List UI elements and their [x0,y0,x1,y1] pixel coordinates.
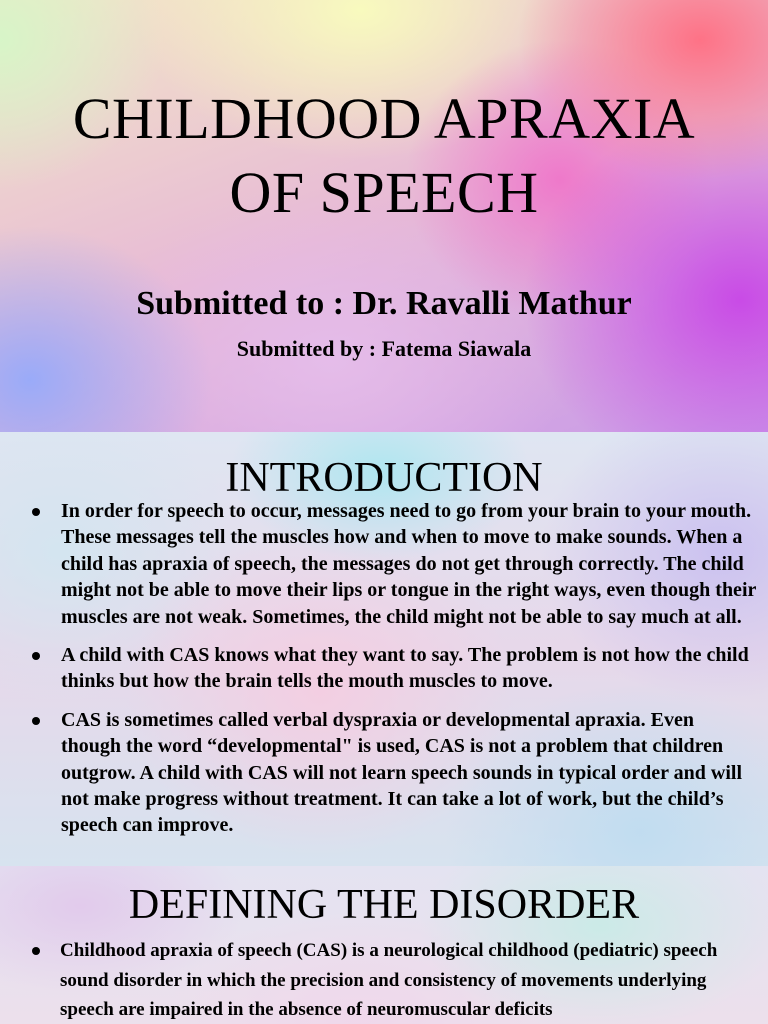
bullet-icon [32,652,40,660]
title-slide [0,0,768,432]
submitted-by: Submitted by : Fatema Siawala [236,336,532,361]
submitted-to: Submitted to : Dr. Ravalli Mathur [136,285,632,322]
bullet-text: A child with CAS knows what they want to say. The problem is not how the child thinks but how the brain tells the mouth muscles to move. [61,644,749,693]
list-item [0,936,768,1024]
defining-bullet-list [0,936,768,1024]
defining-slide [0,866,768,1024]
list-item [0,498,768,630]
bullet-text: Childhood apraxia of speech (CAS) is a neurological childhood (pediatric) speech sound disorder in which the precision and consistency of movements underlying speech are impaired in the absence of neuromuscular deficits [60,940,718,1020]
introduction-heading: INTRODUCTION [225,455,543,501]
bullet-icon [32,947,40,955]
title-line-1: CHILDHOOD APRAXIA [72,86,696,151]
list-item [0,707,768,839]
bullet-icon [32,717,40,725]
title-line-2: OF SPEECH [229,160,539,225]
bullet-icon [32,508,40,516]
bullet-text: CAS is sometimes called verbal dyspraxia or developmental apraxia. Even though the word “developmental" is used, CAS is not a problem that children outgrow. A child with CAS will not learn speech sounds in typical order and will not make progress without treatment. It can take a lot of work, but the child’s speech can improve. [61,708,743,837]
introduction-slide [0,432,768,866]
introduction-bullet-list [0,498,768,851]
presentation-title [0,82,768,230]
bullet-text: In order for speech to occur, messages need to go from your brain to your mouth. These messages tell the muscles how and when to move to make sounds. When a child has apraxia of speech, the messages do not get through correctly. The child might not be able to move their lips or tongue in the right ways, even though their muscles are not weak. Sometimes, the child might not be able to say much at all. [61,500,757,628]
list-item [0,642,768,695]
defining-heading: DEFINING THE DISORDER [128,882,640,928]
